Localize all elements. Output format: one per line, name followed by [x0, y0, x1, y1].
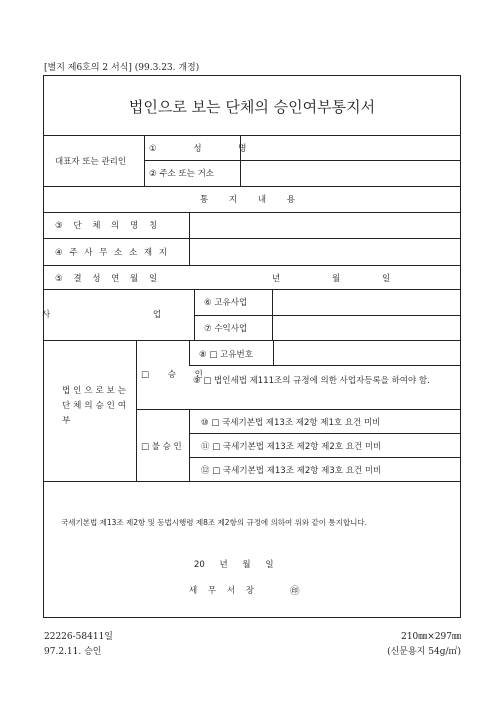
own-business-label: ⑥ 고유사업	[204, 298, 248, 308]
approval-status-label: 법 인 으 로 보 는 단 체 의 승 인 여 부	[62, 386, 126, 426]
notice-content-header: 통 지 내 용	[200, 195, 304, 205]
divider	[136, 409, 460, 410]
divider	[189, 365, 460, 366]
notice-form	[43, 75, 461, 618]
business-label: 사 업	[42, 310, 162, 320]
org-name-label: ③ 단 체 의 명 칭	[55, 221, 162, 231]
divider	[189, 212, 190, 265]
divider	[144, 135, 145, 186]
divider	[44, 186, 460, 187]
reason-10: ⑩ □ 국세기본법 제13조 제2항 제1호 요건 미비	[201, 418, 381, 428]
divider	[136, 340, 137, 481]
divider	[44, 212, 460, 213]
divider	[44, 340, 460, 341]
office-location-label: ④ 주 사 무 소 소 재 지	[55, 248, 170, 258]
divider	[44, 135, 460, 136]
tax-office-head: 세 무 서 장	[189, 586, 258, 596]
divider	[44, 238, 460, 239]
divider	[189, 457, 460, 458]
seal-mark: ㊞	[290, 586, 300, 597]
approval-date: 97.2.11. 승인	[44, 647, 102, 657]
divider	[273, 340, 274, 365]
form-header: [별지 제6호의 2 서식] (99.3.23. 개정)	[44, 63, 200, 73]
divider	[272, 289, 273, 340]
paper-type: (신문용지 54g/㎡)	[387, 647, 461, 657]
divider	[144, 160, 460, 161]
own-number-label: ⑧ □ 고유번호	[199, 350, 253, 360]
month-label: 월	[332, 274, 341, 284]
registration-notice: ⑨ □ 법인세법 제111조의 규정에 의한 사업자등록을 하여야 함.	[193, 376, 430, 386]
divider	[44, 265, 460, 266]
divider	[44, 481, 460, 482]
reason-11: ⑪ □ 국세기본법 제13조 제2항 제2호 요건 미비	[201, 442, 382, 452]
divider	[194, 289, 195, 340]
paper-size: 210㎜×297㎜	[401, 632, 461, 642]
form-title: 법인으로 보는 단체의 승인여부통지서	[128, 98, 376, 116]
divider	[189, 340, 190, 365]
name-label: ① 성 명	[149, 144, 247, 154]
divider	[189, 433, 460, 434]
representative-label: 대표자 또는 관리인	[55, 157, 127, 167]
year-label: 년	[272, 274, 281, 284]
form-code: 22226-58411일	[44, 632, 113, 642]
divider	[194, 315, 460, 316]
approve-checkbox[interactable]: □ 승 인	[141, 370, 203, 380]
profit-business-label: ⑦ 수익사업	[204, 324, 248, 334]
divider	[189, 409, 190, 481]
day-label: 일	[382, 274, 391, 284]
address-label: ② 주소 또는 거소	[149, 169, 214, 179]
notice-statement: 국세기본법 제13조 제2항 및 동법시행령 제8조 제2항의 규정에 의하여 위와 같이 통지합니다.	[61, 518, 368, 527]
sign-date: 20 년 월 일	[194, 560, 274, 570]
reason-12: ⑫ □ 국세기본법 제13조 제2항 제3호 요건 미비	[201, 466, 382, 476]
formation-date-label: ⑤ 결 성 연 월 일	[55, 274, 162, 284]
divider	[44, 289, 460, 290]
reject-checkbox[interactable]: □ 불 승 인	[141, 442, 182, 452]
